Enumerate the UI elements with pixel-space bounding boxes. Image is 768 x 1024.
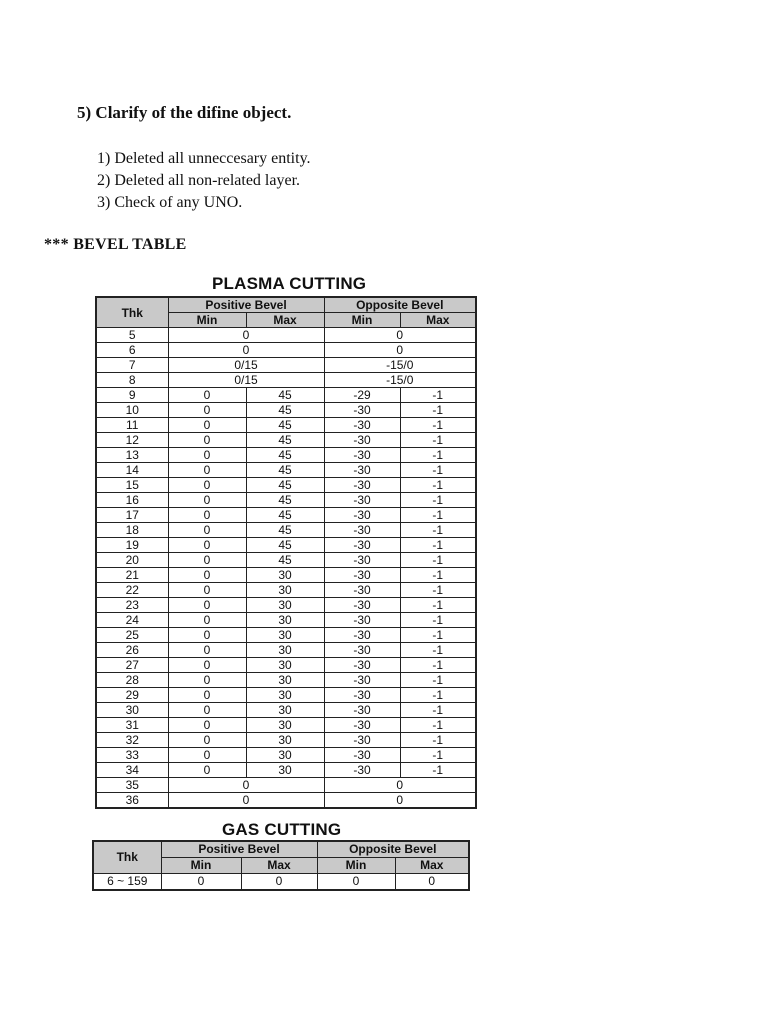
opposite-max-cell: -1 bbox=[400, 613, 476, 628]
table-row bbox=[96, 553, 476, 568]
positive-min-cell: 0 bbox=[168, 388, 246, 403]
positive-min-cell: 0 bbox=[168, 628, 246, 643]
gas-cutting-title: GAS CUTTING bbox=[222, 820, 342, 839]
thk-cell: 9 bbox=[96, 388, 168, 403]
positive-max-cell: 30 bbox=[246, 643, 324, 658]
step-list bbox=[97, 148, 311, 214]
positive-max-cell: 30 bbox=[246, 658, 324, 673]
positive-max-cell: 30 bbox=[246, 688, 324, 703]
table-row bbox=[96, 628, 476, 643]
positive-min-cell: 0 bbox=[168, 508, 246, 523]
positive-max-cell: 30 bbox=[246, 733, 324, 748]
thk-cell: 14 bbox=[96, 463, 168, 478]
table-row bbox=[96, 343, 476, 358]
table-row bbox=[96, 613, 476, 628]
positive-min-cell: 0 bbox=[168, 418, 246, 433]
thk-cell: 11 bbox=[96, 418, 168, 433]
opposite-min-cell: -30 bbox=[324, 583, 400, 598]
opposite-min-cell: -30 bbox=[324, 643, 400, 658]
thk-cell: 22 bbox=[96, 583, 168, 598]
thk-cell: 21 bbox=[96, 568, 168, 583]
opposite-min-cell: -30 bbox=[324, 523, 400, 538]
table-row bbox=[96, 358, 476, 373]
thk-cell: 27 bbox=[96, 658, 168, 673]
thk-cell: 28 bbox=[96, 673, 168, 688]
positive-min-cell: 0 bbox=[168, 583, 246, 598]
opposite-min-cell: -30 bbox=[324, 688, 400, 703]
opposite-max-cell: -1 bbox=[400, 508, 476, 523]
positive-bevel-cell: 0 bbox=[168, 328, 324, 343]
opposite-max-cell: -1 bbox=[400, 703, 476, 718]
opposite-max-cell: -1 bbox=[400, 463, 476, 478]
section-heading: 5) Clarify of the difine object. bbox=[77, 103, 292, 122]
opposite-min-cell: -30 bbox=[324, 658, 400, 673]
opposite-min-cell: -30 bbox=[324, 538, 400, 553]
bevel-table-heading: *** BEVEL TABLE bbox=[44, 236, 187, 253]
table-row bbox=[96, 598, 476, 613]
opposite-max-cell: -1 bbox=[400, 403, 476, 418]
thk-cell: 31 bbox=[96, 718, 168, 733]
table-row bbox=[96, 568, 476, 583]
positive-max-cell: 30 bbox=[246, 718, 324, 733]
opposite-max-cell: -1 bbox=[400, 688, 476, 703]
opposite-max-cell: -1 bbox=[400, 523, 476, 538]
thk-cell: 16 bbox=[96, 493, 168, 508]
table-row bbox=[96, 748, 476, 763]
table-row bbox=[96, 328, 476, 343]
thk-cell: 26 bbox=[96, 643, 168, 658]
positive-min-cell: 0 bbox=[168, 538, 246, 553]
table-row bbox=[96, 763, 476, 778]
gas-cutting-table bbox=[92, 840, 470, 891]
opposite-max-cell: -1 bbox=[400, 628, 476, 643]
table-row bbox=[93, 874, 469, 891]
opposite-max-cell: -1 bbox=[400, 583, 476, 598]
table-row bbox=[96, 508, 476, 523]
positive-bevel-cell: 0 bbox=[168, 778, 324, 793]
positive-max-cell: 30 bbox=[246, 628, 324, 643]
opposite-min-cell: -30 bbox=[324, 478, 400, 493]
opposite-min-cell: -30 bbox=[324, 598, 400, 613]
positive-max-cell: 30 bbox=[246, 703, 324, 718]
opposite-bevel-cell: 0 bbox=[324, 328, 476, 343]
positive-min-header: Min bbox=[161, 858, 241, 874]
table-row bbox=[96, 643, 476, 658]
opposite-min-cell: -30 bbox=[324, 718, 400, 733]
opposite-min-cell: -30 bbox=[324, 463, 400, 478]
opposite-max-cell: -1 bbox=[400, 658, 476, 673]
thk-cell: 18 bbox=[96, 523, 168, 538]
opposite-max-cell: -1 bbox=[400, 748, 476, 763]
positive-max-cell: 0 bbox=[241, 874, 317, 891]
opposite-min-cell: -30 bbox=[324, 568, 400, 583]
table-row bbox=[96, 448, 476, 463]
thk-cell: 12 bbox=[96, 433, 168, 448]
opposite-min-header: Min bbox=[324, 313, 400, 328]
positive-min-cell: 0 bbox=[168, 658, 246, 673]
table-row bbox=[96, 793, 476, 809]
opposite-min-cell: -30 bbox=[324, 553, 400, 568]
positive-bevel-cell: 0 bbox=[168, 793, 324, 809]
positive-max-cell: 45 bbox=[246, 403, 324, 418]
positive-max-cell: 45 bbox=[246, 493, 324, 508]
opposite-min-cell: -30 bbox=[324, 748, 400, 763]
opposite-max-cell: -1 bbox=[400, 478, 476, 493]
plasma-cutting-table bbox=[95, 296, 477, 809]
thk-cell: 6 bbox=[96, 343, 168, 358]
opposite-min-cell: -30 bbox=[324, 673, 400, 688]
positive-min-cell: 0 bbox=[168, 763, 246, 778]
thk-cell: 19 bbox=[96, 538, 168, 553]
opposite-max-cell: -1 bbox=[400, 733, 476, 748]
opposite-max-cell: -1 bbox=[400, 448, 476, 463]
positive-max-cell: 45 bbox=[246, 433, 324, 448]
positive-max-cell: 45 bbox=[246, 388, 324, 403]
opposite-max-cell: 0 bbox=[395, 874, 469, 891]
opposite-bevel-header: Opposite Bevel bbox=[324, 297, 476, 313]
positive-min-cell: 0 bbox=[168, 403, 246, 418]
thk-cell: 20 bbox=[96, 553, 168, 568]
thk-cell: 24 bbox=[96, 613, 168, 628]
thk-cell: 7 bbox=[96, 358, 168, 373]
table-row bbox=[96, 703, 476, 718]
thk-cell: 34 bbox=[96, 763, 168, 778]
opposite-bevel-cell: 0 bbox=[324, 793, 476, 809]
table-row bbox=[96, 388, 476, 403]
positive-max-cell: 30 bbox=[246, 568, 324, 583]
positive-max-cell: 30 bbox=[246, 748, 324, 763]
positive-max-cell: 45 bbox=[246, 508, 324, 523]
positive-max-cell: 30 bbox=[246, 613, 324, 628]
positive-max-cell: 45 bbox=[246, 478, 324, 493]
positive-min-cell: 0 bbox=[168, 688, 246, 703]
opposite-max-cell: -1 bbox=[400, 433, 476, 448]
opposite-bevel-cell: 0 bbox=[324, 778, 476, 793]
opposite-bevel-cell: -15/0 bbox=[324, 373, 476, 388]
opposite-min-cell: -30 bbox=[324, 703, 400, 718]
positive-min-cell: 0 bbox=[168, 433, 246, 448]
thk-header: Thk bbox=[93, 841, 161, 874]
table-row bbox=[96, 538, 476, 553]
opposite-max-cell: -1 bbox=[400, 568, 476, 583]
table-row bbox=[96, 493, 476, 508]
thk-cell: 5 bbox=[96, 328, 168, 343]
opposite-min-header: Min bbox=[317, 858, 395, 874]
thk-cell: 13 bbox=[96, 448, 168, 463]
opposite-max-cell: -1 bbox=[400, 673, 476, 688]
opposite-max-cell: -1 bbox=[400, 418, 476, 433]
table-row bbox=[96, 733, 476, 748]
table-row bbox=[96, 718, 476, 733]
table-row bbox=[96, 478, 476, 493]
positive-max-cell: 45 bbox=[246, 418, 324, 433]
table-row bbox=[96, 778, 476, 793]
positive-min-cell: 0 bbox=[168, 598, 246, 613]
thk-cell: 30 bbox=[96, 703, 168, 718]
thk-cell: 8 bbox=[96, 373, 168, 388]
thk-cell: 29 bbox=[96, 688, 168, 703]
thk-cell: 6 ~ 159 bbox=[93, 874, 161, 891]
positive-bevel-header: Positive Bevel bbox=[168, 297, 324, 313]
opposite-min-cell: -30 bbox=[324, 508, 400, 523]
opposite-min-cell: -30 bbox=[324, 493, 400, 508]
table-row bbox=[96, 433, 476, 448]
plasma-table-body bbox=[96, 328, 476, 809]
opposite-min-cell: -30 bbox=[324, 763, 400, 778]
positive-min-cell: 0 bbox=[168, 748, 246, 763]
thk-cell: 36 bbox=[96, 793, 168, 809]
opposite-min-cell: -30 bbox=[324, 448, 400, 463]
thk-cell: 10 bbox=[96, 403, 168, 418]
thk-cell: 17 bbox=[96, 508, 168, 523]
table-row bbox=[96, 583, 476, 598]
positive-min-cell: 0 bbox=[168, 478, 246, 493]
gas-table-body bbox=[93, 874, 469, 891]
positive-max-cell: 45 bbox=[246, 523, 324, 538]
positive-max-cell: 30 bbox=[246, 598, 324, 613]
positive-min-cell: 0 bbox=[168, 703, 246, 718]
positive-max-cell: 45 bbox=[246, 538, 324, 553]
positive-min-cell: 0 bbox=[168, 553, 246, 568]
positive-min-cell: 0 bbox=[168, 568, 246, 583]
table-row bbox=[96, 673, 476, 688]
opposite-max-cell: -1 bbox=[400, 493, 476, 508]
positive-min-cell: 0 bbox=[168, 733, 246, 748]
opposite-max-cell: -1 bbox=[400, 598, 476, 613]
opposite-bevel-header: Opposite Bevel bbox=[317, 841, 469, 858]
table-row bbox=[96, 463, 476, 478]
positive-min-cell: 0 bbox=[168, 643, 246, 658]
opposite-bevel-cell: -15/0 bbox=[324, 358, 476, 373]
table-row bbox=[96, 373, 476, 388]
positive-min-cell: 0 bbox=[168, 673, 246, 688]
positive-max-cell: 30 bbox=[246, 763, 324, 778]
thk-cell: 25 bbox=[96, 628, 168, 643]
positive-max-header: Max bbox=[246, 313, 324, 328]
positive-bevel-cell: 0/15 bbox=[168, 358, 324, 373]
positive-min-cell: 0 bbox=[168, 463, 246, 478]
opposite-max-cell: -1 bbox=[400, 718, 476, 733]
opposite-max-header: Max bbox=[395, 858, 469, 874]
opposite-min-cell: 0 bbox=[317, 874, 395, 891]
opposite-max-cell: -1 bbox=[400, 538, 476, 553]
opposite-min-cell: -30 bbox=[324, 403, 400, 418]
table-row bbox=[96, 658, 476, 673]
opposite-max-cell: -1 bbox=[400, 388, 476, 403]
positive-bevel-cell: 0/15 bbox=[168, 373, 324, 388]
opposite-min-cell: -30 bbox=[324, 418, 400, 433]
positive-min-header: Min bbox=[168, 313, 246, 328]
positive-max-cell: 45 bbox=[246, 553, 324, 568]
positive-min-cell: 0 bbox=[168, 493, 246, 508]
positive-max-cell: 45 bbox=[246, 463, 324, 478]
table-row bbox=[96, 688, 476, 703]
opposite-min-cell: -30 bbox=[324, 433, 400, 448]
table-row bbox=[96, 418, 476, 433]
opposite-min-cell: -29 bbox=[324, 388, 400, 403]
step-item: 3) Check of any UNO. bbox=[97, 194, 243, 211]
opposite-bevel-cell: 0 bbox=[324, 343, 476, 358]
positive-min-cell: 0 bbox=[161, 874, 241, 891]
opposite-max-cell: -1 bbox=[400, 553, 476, 568]
positive-max-cell: 30 bbox=[246, 673, 324, 688]
positive-bevel-header: Positive Bevel bbox=[161, 841, 317, 858]
step-item: 2) Deleted all non-related layer. bbox=[97, 172, 301, 189]
positive-min-cell: 0 bbox=[168, 718, 246, 733]
positive-max-cell: 30 bbox=[246, 583, 324, 598]
thk-header: Thk bbox=[96, 297, 168, 328]
positive-max-header: Max bbox=[241, 858, 317, 874]
opposite-min-cell: -30 bbox=[324, 733, 400, 748]
opposite-max-cell: -1 bbox=[400, 643, 476, 658]
opposite-min-cell: -30 bbox=[324, 613, 400, 628]
plasma-cutting-title: PLASMA CUTTING bbox=[212, 274, 367, 293]
opposite-min-cell: -30 bbox=[324, 628, 400, 643]
table-row bbox=[96, 403, 476, 418]
opposite-max-header: Max bbox=[400, 313, 476, 328]
positive-min-cell: 0 bbox=[168, 448, 246, 463]
opposite-max-cell: -1 bbox=[400, 763, 476, 778]
step-item: 1) Deleted all unneccesary entity. bbox=[97, 150, 311, 167]
positive-min-cell: 0 bbox=[168, 523, 246, 538]
thk-cell: 23 bbox=[96, 598, 168, 613]
thk-cell: 15 bbox=[96, 478, 168, 493]
positive-min-cell: 0 bbox=[168, 613, 246, 628]
table-row bbox=[96, 523, 476, 538]
thk-cell: 35 bbox=[96, 778, 168, 793]
positive-max-cell: 45 bbox=[246, 448, 324, 463]
thk-cell: 32 bbox=[96, 733, 168, 748]
thk-cell: 33 bbox=[96, 748, 168, 763]
positive-bevel-cell: 0 bbox=[168, 343, 324, 358]
